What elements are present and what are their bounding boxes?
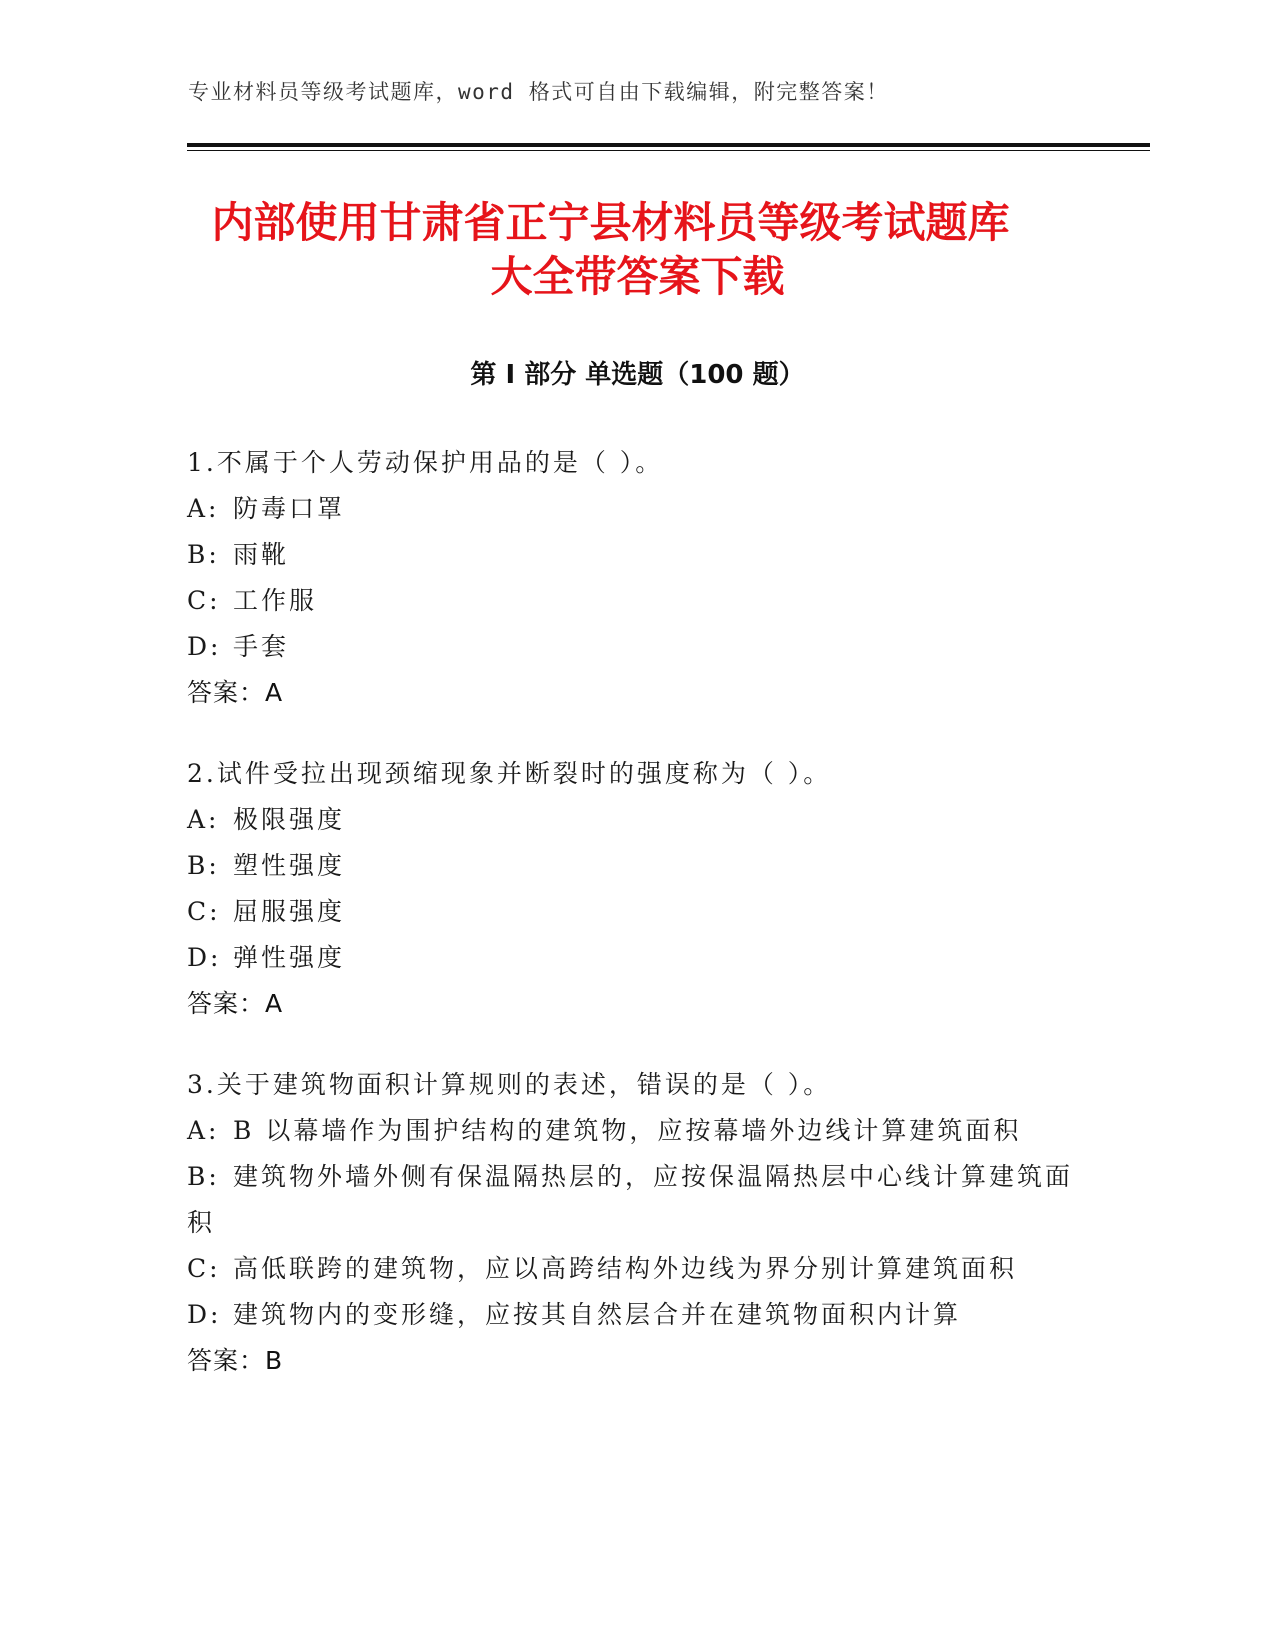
answer-line: 答案：A [187,678,284,707]
header-note: 专业材料员等级考试题库，word 格式可自由下载编辑，附完整答案！ [188,80,889,104]
option-text: 屈服强度 [233,897,346,926]
option-c [187,578,1087,624]
title-line-1: 内部使用甘肃省正宁县材料员等级考试题库 [211,198,1010,247]
option-c [187,889,1087,935]
option-text: 建筑物内的变形缝，应按其自然层合并在建筑物面积内计算 [233,1300,962,1329]
option-text: 防毒口罩 [233,494,346,523]
option-letter: D: [187,632,222,661]
option-c [187,1246,1087,1292]
document-title [0,196,1275,304]
question-stem: 2.试件受拉出现颈缩现象并断裂时的强度称为（ ）。 [187,759,832,788]
title-line-2: 大全带答案下载 [490,252,785,301]
option-text: 雨靴 [233,540,290,569]
option-letter: B: [187,1162,220,1191]
option-d [187,935,1087,981]
option-letter: B: [187,540,220,569]
section-heading: 第 I 部分 单选题（100 题） [470,360,805,390]
question-3 [187,1062,1087,1384]
option-a [187,797,1087,843]
option-b [187,843,1087,889]
option-letter: C: [187,1254,221,1283]
option-text: 弹性强度 [233,943,346,972]
option-letter: D: [187,943,222,972]
option-letter: D: [187,1300,222,1329]
option-d [187,1292,1087,1338]
option-text: B 以幕墙作为围护结构的建筑物，应按幕墙外边线计算建筑面积 [233,1116,1022,1145]
option-text: 建筑物外墙外侧有保温隔热层的，应按保温隔热层中心线计算建筑面积 [187,1162,1074,1237]
option-text: 手套 [233,632,290,661]
option-letter: B: [187,851,220,880]
answer-line: 答案：B [187,1346,284,1375]
answer-line: 答案：A [187,989,284,1018]
option-text: 塑性强度 [233,851,346,880]
question-2 [187,751,1087,1027]
option-letter: C: [187,586,221,615]
option-text: 高低联跨的建筑物，应以高跨结构外边线为界分别计算建筑面积 [233,1254,1018,1283]
option-a [187,486,1087,532]
option-a [187,1108,1087,1154]
option-text: 极限强度 [233,805,346,834]
option-d [187,624,1087,670]
option-letter: A: [187,494,220,523]
question-1 [187,440,1087,716]
header-divider-thick [187,143,1150,147]
option-letter: A: [187,1116,220,1145]
option-letter: A: [187,805,220,834]
question-stem: 1.不属于个人劳动保护用品的是（ ）。 [187,448,664,477]
question-stem: 3.关于建筑物面积计算规则的表述，错误的是（ ）。 [187,1070,832,1099]
option-text: 工作服 [233,586,318,615]
option-b [187,1154,1087,1246]
option-b [187,532,1087,578]
header-divider-thin [187,150,1150,151]
option-letter: C: [187,897,221,926]
question-list [187,440,1087,1419]
